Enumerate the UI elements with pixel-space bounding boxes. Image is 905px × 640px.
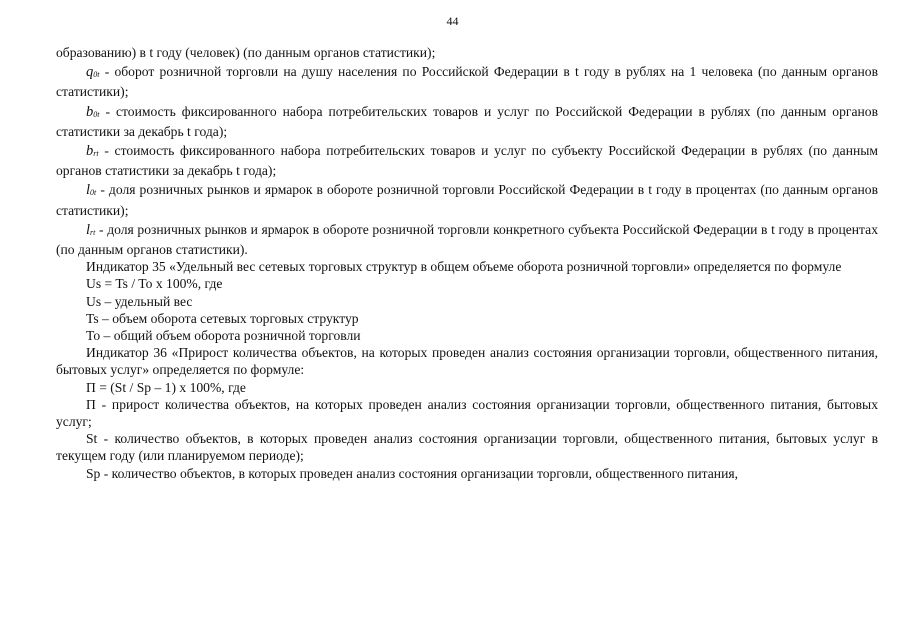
symbol-l: l: [86, 221, 91, 238]
definition-st: St - количество объектов, в которых проведен анализ состояния организации торговли, общественного питания, бытовых услуг в текущем году (или планируемом периоде);: [56, 431, 878, 464]
paragraph-intro: образованию) в t году (человек) (по данным органов статистики);: [56, 45, 436, 60]
formula-35: Us = Ts / To x 100%, где: [86, 276, 223, 292]
symbol-q: q: [86, 64, 94, 81]
definition-text: - стоимость фиксированного набора потребительских товаров и услуг по субъекту Российской Федерации в рублях (по данным органов статистики за декабрь t года);: [56, 143, 878, 179]
definition-ts: Ts – объем оборота сетевых торговых структур: [86, 310, 359, 326]
paragraph-q-definition: [56, 63, 878, 100]
definition-text: - доля розничных рынков и ярмарок в обороте розничной торговли конкретного субъекта Российской Федерации в t году в процентах (по данным органов статистики).: [56, 221, 878, 258]
paragraph-indicator-35: Индикатор 35 «Удельный вес сетевых торговых структур в общем объеме оборота розничной торговли» определяется по формуле: [86, 259, 842, 275]
definition-pi: П - прирост количества объектов, на которых проведен анализ состояния организации торговли, общественного питания, бытовых услуг;: [56, 396, 878, 430]
paragraph-b0-definition: [56, 103, 878, 140]
symbol-subscript: 0t: [93, 70, 100, 80]
paragraph-lr-definition: [56, 221, 878, 258]
symbol-b: b: [86, 103, 94, 120]
page-number: 44: [446, 14, 459, 28]
definition-text: - стоимость фиксированного набора потребительских товаров и услуг по Российской Федерации в рублях (по данным органов статистики за декабрь t года);: [56, 103, 879, 139]
symbol-l: l: [86, 182, 91, 199]
definition-text: - доля розничных рынков и ярмарок в обороте розничной торговли Российской Федерации в t году в процентах (по данным органов статистики);: [56, 182, 878, 218]
symbol-subscript: 0t: [93, 109, 100, 119]
symbol-subscript: rt: [90, 227, 96, 237]
symbol-subscript: rt: [93, 149, 99, 159]
paragraph-indicator-36: Индикатор 36 «Прирост количества объектов, на которых проведен анализ состояния организации торговли, общественного питания, бытовых услуг» определяется по формуле:: [56, 345, 878, 378]
definition-to: To – общий объем оборота розничной торговли: [86, 328, 361, 344]
symbol-subscript: 0t: [90, 188, 97, 198]
paragraph-br-definition: [56, 142, 878, 179]
definition-text: - оборот розничной торговли на душу населения по Российской Федерации в t году в рублях на 1 человека (по данным органов статистики);: [56, 64, 878, 100]
paragraph-l0-definition: [56, 181, 878, 218]
definition-us: Us – удельный вес: [86, 293, 193, 309]
document-body: [56, 44, 878, 482]
definition-sp: Sp - количество объектов, в которых проведен анализ состояния организации торговли, общественного питания,: [86, 465, 739, 481]
symbol-b: b: [86, 143, 94, 160]
formula-36: П = (St / Sp – 1) x 100%, где: [86, 379, 246, 395]
